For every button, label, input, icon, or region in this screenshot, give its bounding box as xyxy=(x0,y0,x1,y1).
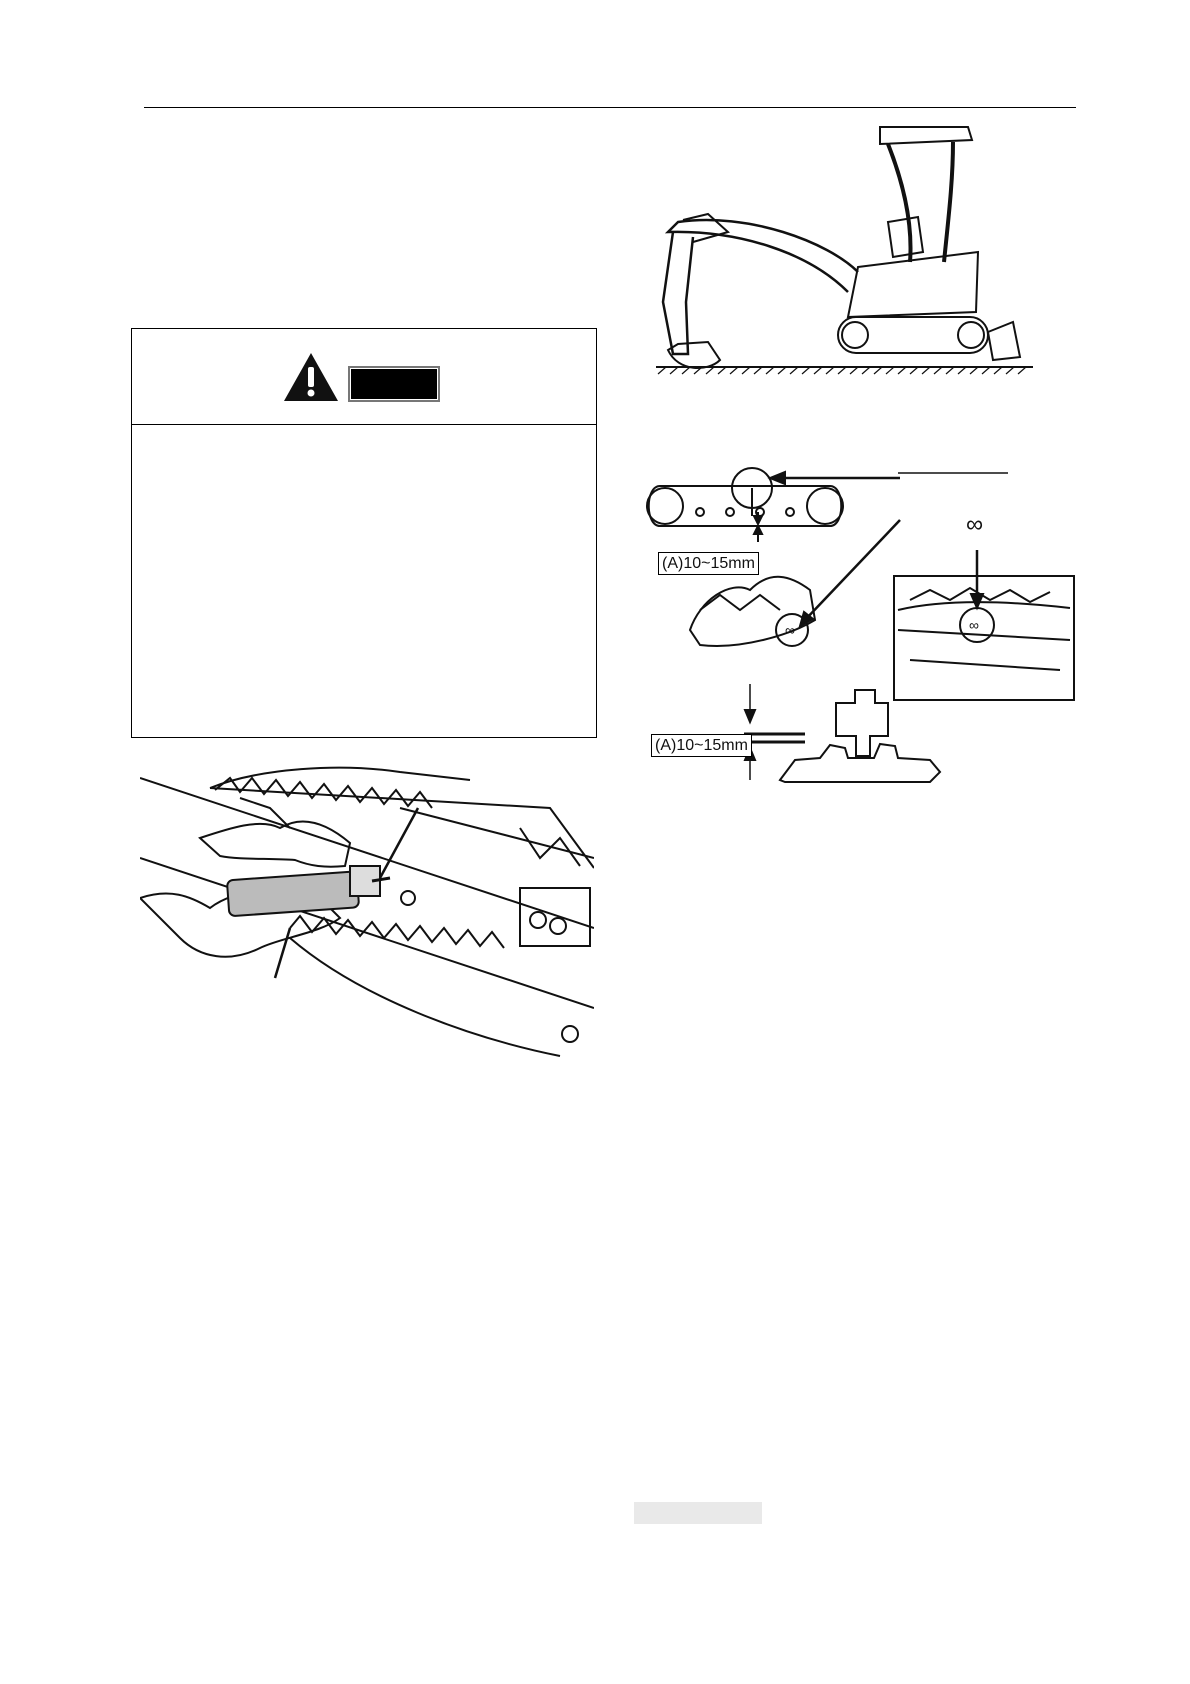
grease-gun xyxy=(227,866,390,916)
warning-box xyxy=(131,328,597,738)
warning-header xyxy=(132,329,596,425)
header-rule xyxy=(144,107,1076,108)
warning-signal-word xyxy=(351,369,437,399)
excavator-figure xyxy=(648,122,1038,400)
track-adjust-figure xyxy=(640,460,1080,800)
svg-text:∞: ∞ xyxy=(969,617,979,633)
svg-text:∞: ∞ xyxy=(785,622,795,638)
infinity-mark: ∞ xyxy=(966,511,984,538)
clearance-label-top: (A)10~15mm xyxy=(658,552,759,575)
grease-gun-figure xyxy=(140,748,594,1058)
clearance-label-bottom: (A)10~15mm xyxy=(651,734,752,757)
warning-triangle-icon xyxy=(282,351,340,403)
page-number xyxy=(634,1502,762,1524)
